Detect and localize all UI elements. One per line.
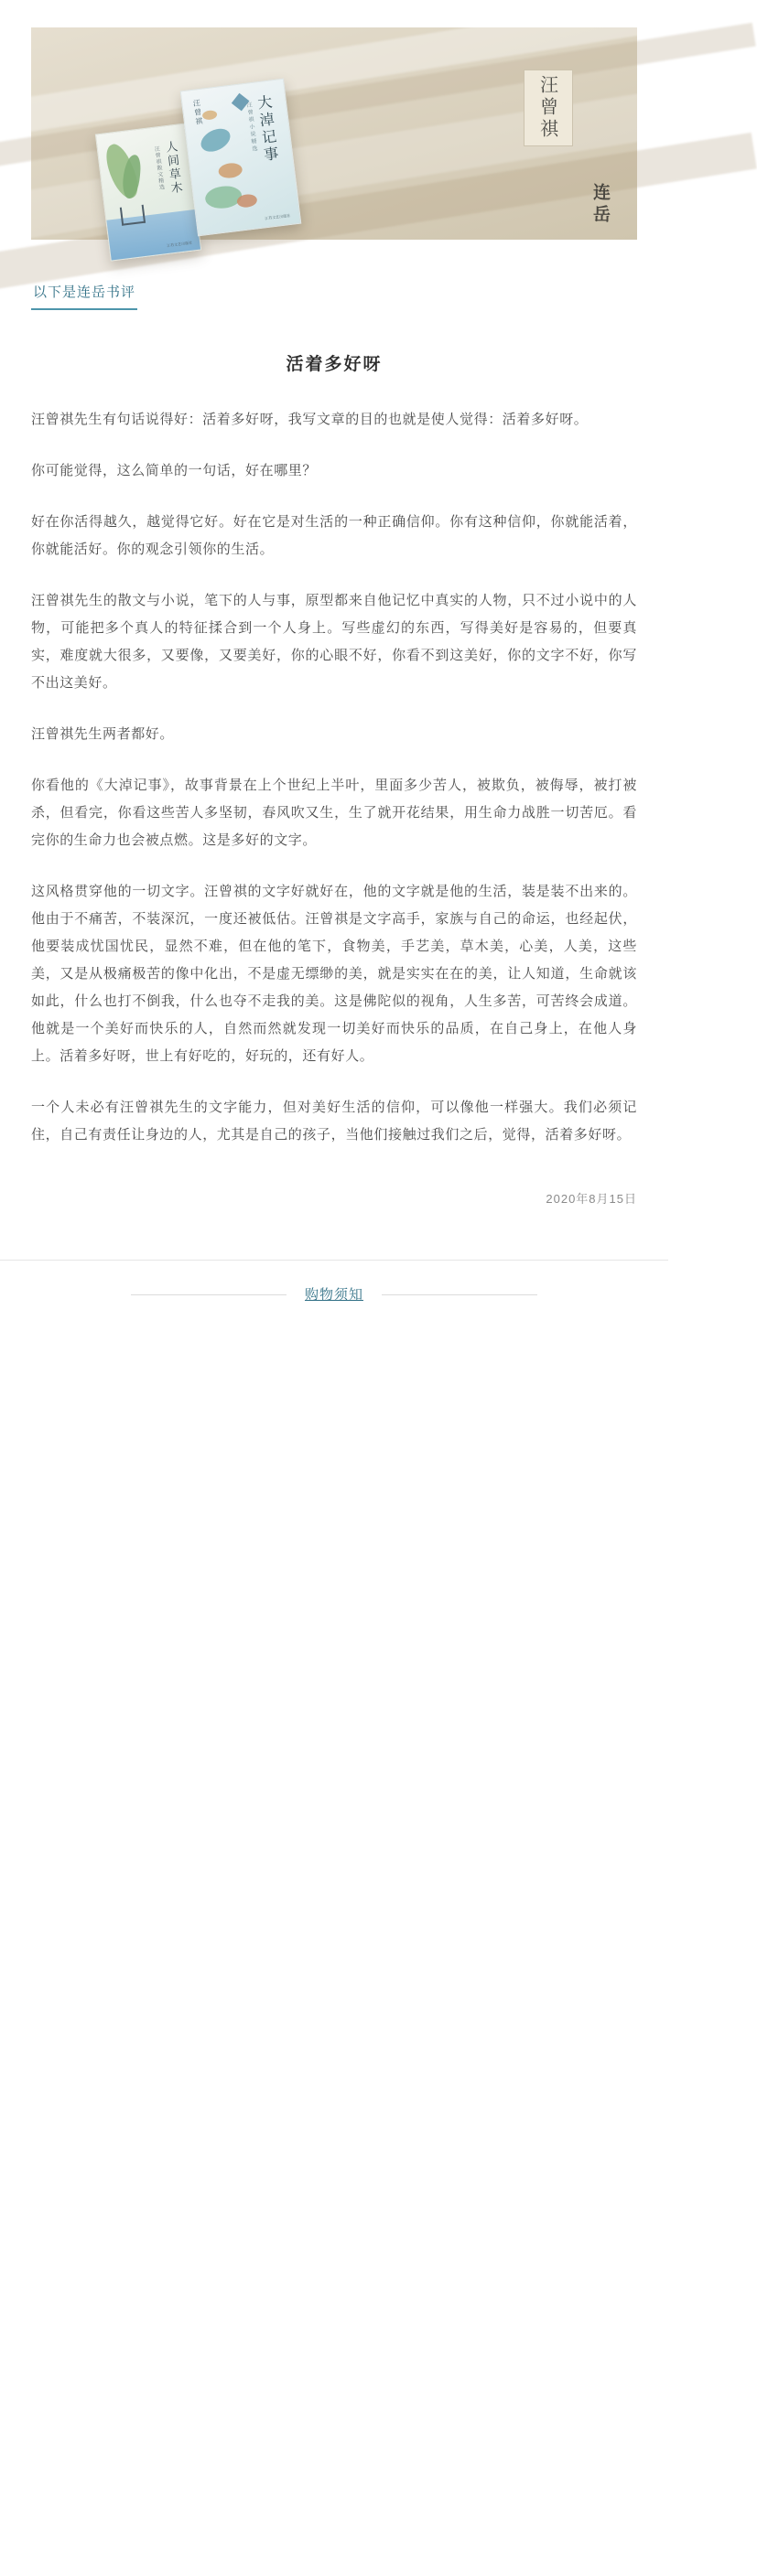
book-cover-renjiancaomu — [95, 123, 201, 261]
footer — [0, 1260, 668, 1331]
author-name-seal-text: 汪曾祺 — [536, 75, 559, 141]
abstract-shape — [218, 162, 243, 179]
book-right-subtitle: 汪曾祺小说精选 — [244, 102, 257, 154]
section-header — [31, 278, 637, 310]
article-page — [0, 27, 668, 2576]
book-left-publisher: 江苏文艺出版社 — [166, 240, 193, 248]
author-name-seal — [524, 70, 573, 146]
paragraph: 汪曾祺先生两者都好。 — [31, 726, 175, 742]
shopping-notice-link[interactable]: 购物须知 — [304, 1287, 363, 1303]
divider — [382, 1294, 537, 1295]
section-label: 以下是连岳书评 — [31, 278, 137, 310]
book-right-title: 大淖记事 — [254, 93, 281, 166]
paragraph: 好在你活得越久，越觉得它好。好在它是对生活的一种正确信仰。你有这种信仰，你就能活着，你就能活好。你的观念引领你的生活。 — [31, 514, 637, 557]
divider — [131, 1294, 287, 1295]
page-title: 活着多好呀 — [286, 355, 383, 374]
book-right-author: 汪曾祺 — [191, 98, 204, 127]
paragraph: 一个人未必有汪曾祺先生的文字能力，但对美好生活的信仰，可以像他一样强大。我们必须记住，自己有责任让身边的人，尤其是自己的孩子，当他们接触过我们之后，觉得，活着多好呀。 — [31, 1100, 637, 1143]
book-left-subtitle: 汪曾祺散文精选 — [152, 145, 164, 191]
book-cover-danaojishi — [180, 79, 302, 237]
abstract-shape — [204, 184, 243, 210]
chair-illustration-icon — [120, 205, 146, 226]
book-left-title: 人间草木 — [162, 139, 183, 197]
paragraph: 你看他的《大淖记事》，故事背景在上个世纪上半叶，里面多少苦人，被欺负，被侮辱，被打被杀，但看完，你看这些苦人多坚韧，春风吹又生，生了就开花结果，用生命力战胜一切苦厄。看完你的生命力也会被点燃。这是多好的文字。 — [31, 778, 637, 848]
publish-date: 2020年8月15日 — [546, 1192, 637, 1206]
paragraph: 你可能觉得，这么简单的一句话，好在哪里？ — [31, 463, 318, 478]
paragraph: 这风格贯穿他的一切文字。汪曾祺的文字好就好在，他的文字就是他的生活，装是装不出来的。他由于不痛苦，不装深沉，一度还被低估。汪曾祺是文字高手，家族与自己的命运，也经起伏，他要装成忧国忧民，显然不难，但在他的笔下，食物美，手艺美，草木美，心美，人美，这些美，又是从极痛极苦的像中化出，不是虚无缥缈的美，就是实实在在的美，让人知道，生命就该如此，什么也打不倒我，什么也夺不走我的美。这是佛陀似的视角，人生多苦，可苦终会成道。他就是一个美好而快乐的人，自然而然就发现一切美好而快乐的品质，在自己身上，在他人身上。活着多好呀，世上有好吃的，好玩的，还有好人。 — [31, 884, 637, 1064]
abstract-shape — [197, 124, 233, 156]
book-right-publisher: 江苏文艺出版社 — [265, 212, 291, 221]
article-body — [31, 350, 637, 1207]
reviewer-stamp: 连岳 — [590, 183, 611, 227]
paragraph: 汪曾祺先生有句话说得好：活着多好呀，我写文章的目的也就是使人觉得：活着多好呀。 — [31, 412, 589, 427]
hero-banner-image — [31, 27, 637, 248]
abstract-shape — [202, 110, 218, 121]
paragraph: 汪曾祺先生的散文与小说，笔下的人与事，原型都来自他记忆中真实的人物，只不过小说中的人物，可能把多个真人的特征揉合到一个人身上。写些虚幻的东西，写得美好是容易的，但要真实，难度就大很多，又要像，又要美好，你的心眼不好，你看不到这美好，你的文字不好，你写不出这美好。 — [31, 593, 637, 691]
